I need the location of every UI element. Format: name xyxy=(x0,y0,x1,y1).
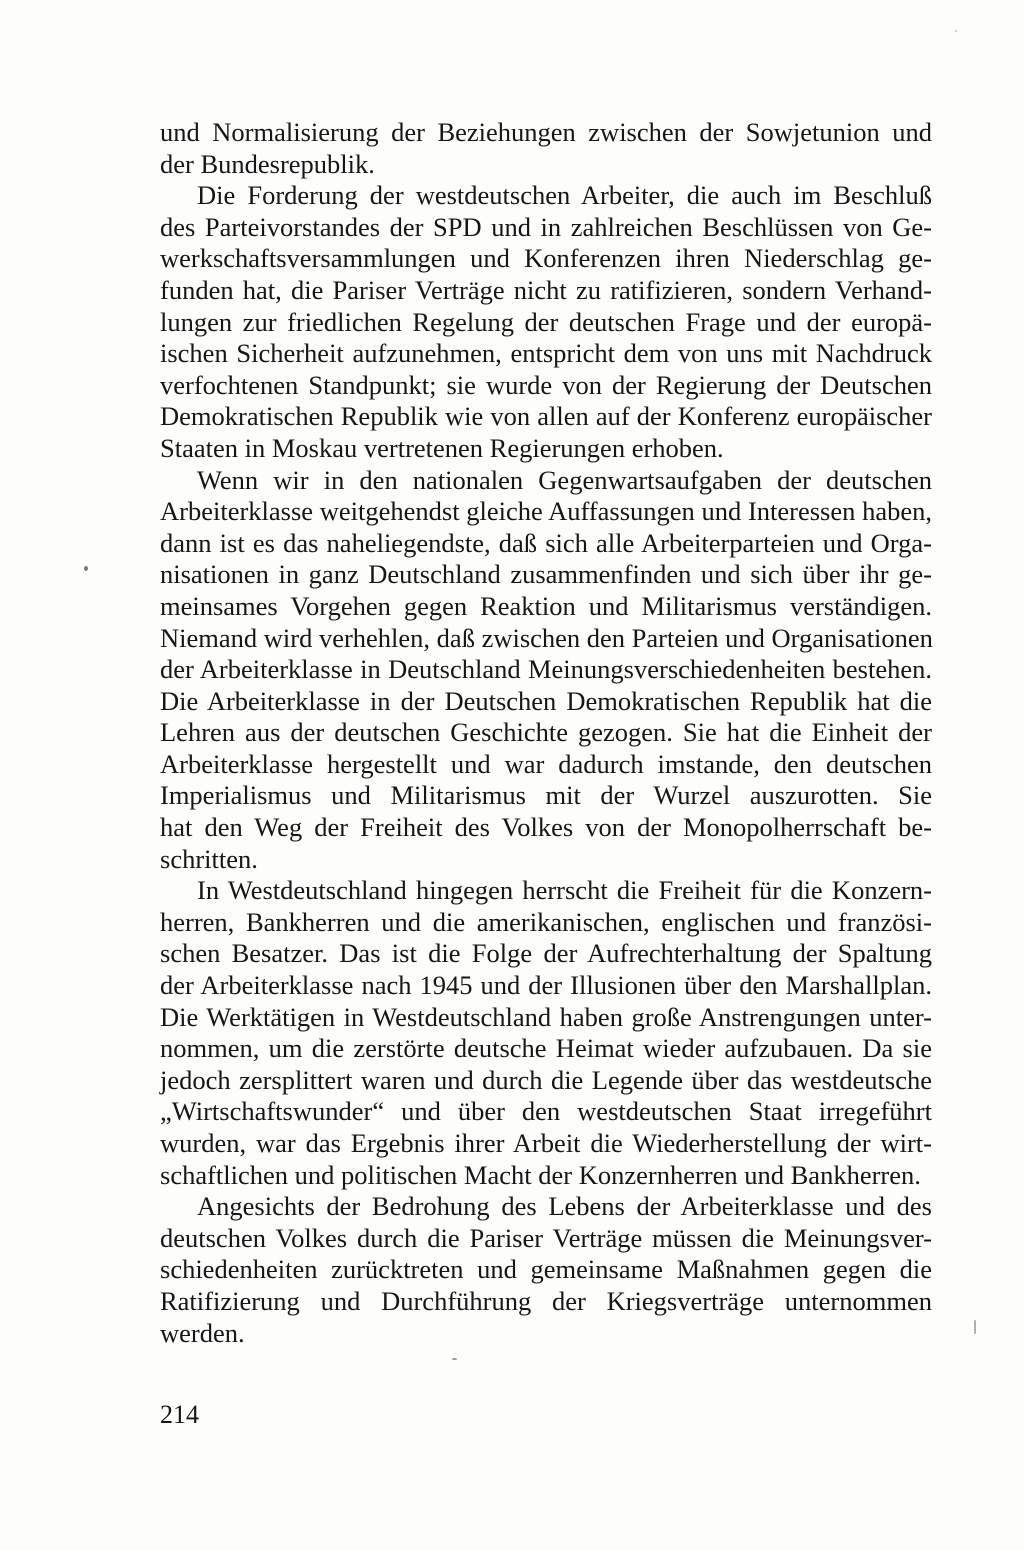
text-line: Demokratischen Republik wie von allen auf der Konferenz europäischer xyxy=(160,401,932,432)
text-line: dann ist es das naheliegendste, daß sich alle Arbeiterparteien und Orga- xyxy=(160,527,932,558)
scan-speck xyxy=(452,1358,457,1360)
paragraph xyxy=(160,180,932,464)
text-line: Die Arbeiterklasse in der Deutschen Demokratischen Republik hat die xyxy=(160,685,932,716)
text-line: Arbeiterklasse hergestellt und war dadurch imstande, den deutschen xyxy=(160,748,932,779)
text-line: „Wirtschaftswunder“ und über den westdeutschen Staat irregeführt xyxy=(160,1096,932,1127)
text-line: schiedenheiten zurücktreten und gemeinsame Maßnahmen gegen die xyxy=(160,1254,932,1285)
scan-speck xyxy=(955,30,957,32)
text-line: der Bundesrepublik. xyxy=(160,148,375,179)
text-line: schritten. xyxy=(160,843,258,874)
paragraph xyxy=(160,1191,932,1349)
text-line: Niemand wird verhehlen, daß zwischen den Parteien und Organisationen xyxy=(160,622,933,653)
text-line: Wenn wir in den nationalen Gegenwartsaufgaben der deutschen xyxy=(197,464,932,495)
text-line: funden hat, die Pariser Verträge nicht zu ratifizieren, sondern Verhand- xyxy=(160,274,932,305)
text-line: des Parteivorstandes der SPD und in zahlreichen Beschlüssen von Ge- xyxy=(160,211,932,242)
text-line: Staaten in Moskau vertretenen Regierungen erhoben. xyxy=(160,432,724,463)
text-line: schaftlichen und politischen Macht der Konzernherren und Bankherren. xyxy=(160,1159,921,1190)
text-line: verfochtenen Standpunkt; sie wurde von der Regierung der Deutschen xyxy=(160,369,932,400)
paragraph xyxy=(160,117,932,180)
text-line: wurden, war das Ergebnis ihrer Arbeit die Wiederherstellung der wirt- xyxy=(160,1128,932,1158)
text-line: nommen, um die zerstörte deutsche Heimat wieder aufzubauen. Da sie xyxy=(160,1033,932,1064)
text-line: Arbeiterklasse weitgehendst gleiche Auffassungen und Interessen haben, xyxy=(160,496,932,527)
scan-speck xyxy=(974,1320,976,1334)
text-line: In Westdeutschland hingegen herrscht die Freiheit für die Konzern- xyxy=(197,875,932,906)
text-line: Ratifizierung und Durchführung der Kriegsverträge unternommen xyxy=(160,1285,932,1316)
text-line: Die Werktätigen in Westdeutschland haben große Anstrengungen unter- xyxy=(160,1001,932,1032)
text-line: Lehren aus der deutschen Geschichte gezogen. Sie hat die Einheit der xyxy=(160,717,932,748)
text-line: ischen Sicherheit aufzunehmen, entspricht dem von uns mit Nachdruck xyxy=(160,338,932,369)
paragraph xyxy=(160,465,932,876)
text-line: jedoch zersplittert waren und durch die Legende über das westdeutsche xyxy=(160,1064,932,1095)
paragraph xyxy=(160,875,932,1191)
text-line: und Normalisierung der Beziehungen zwischen der Sowjetunion und xyxy=(160,117,932,147)
text-line: schen Besatzer. Das ist die Folge der Aufrechterhaltung der Spaltung xyxy=(160,938,932,969)
text-line: herren, Bankherren und die amerikanischen, englischen und französi- xyxy=(160,906,932,937)
text-line: meinsames Vorgehen gegen Reaktion und Militarismus verständigen. xyxy=(160,590,932,621)
text-line: werden. xyxy=(160,1317,245,1348)
text-line: hat den Weg der Freiheit des Volkes von der Monopolherrschaft be- xyxy=(160,812,932,843)
text-line: der Arbeiterklasse nach 1945 und der Illusionen über den Marshallplan. xyxy=(160,970,932,1001)
text-line: lungen zur friedlichen Regelung der deutschen Frage und der europä- xyxy=(160,306,932,337)
text-line: Imperialismus und Militarismus mit der Wurzel auszurotten. Sie xyxy=(160,780,932,811)
text-line: nisationen in ganz Deutschland zusammenfinden und sich über ihr ge- xyxy=(160,559,932,590)
page-number: 214 xyxy=(160,1400,199,1429)
text-line: Angesichts der Bedrohung des Lebens der Arbeiterklasse und des xyxy=(197,1191,932,1222)
scan-speck xyxy=(84,566,88,571)
body-text xyxy=(160,117,932,1349)
text-line: Die Forderung der westdeutschen Arbeiter, die auch im Beschluß xyxy=(197,180,932,211)
text-line: der Arbeiterklasse in Deutschland Meinungsverschiedenheiten bestehen. xyxy=(160,654,932,685)
text-line: werkschaftsversammlungen und Konferenzen ihren Niederschlag ge- xyxy=(160,243,932,274)
text-line: deutschen Volkes durch die Pariser Verträge müssen die Meinungsver- xyxy=(160,1222,932,1253)
